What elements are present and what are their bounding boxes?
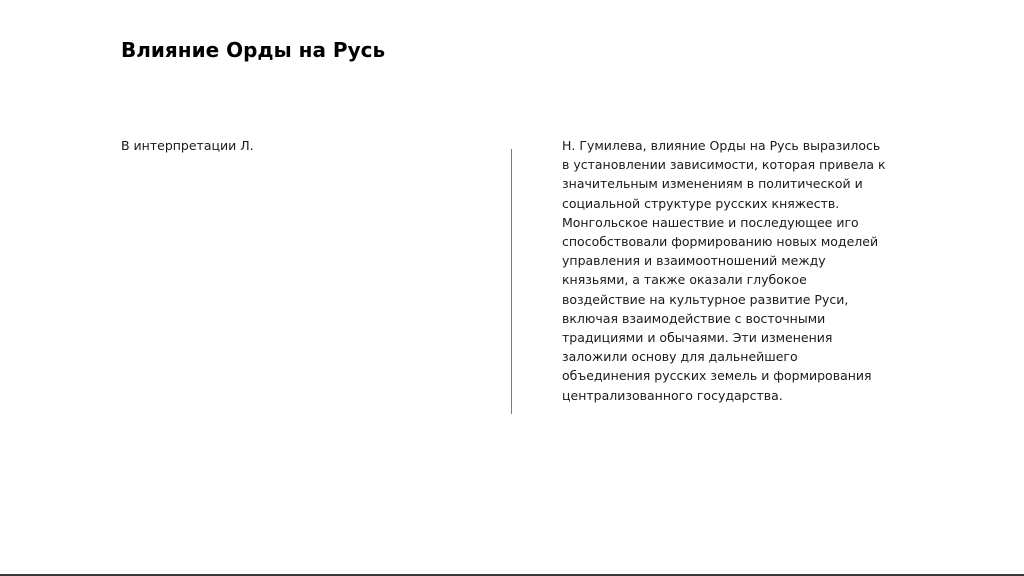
column-divider <box>511 149 512 414</box>
left-column-text: В интерпретации Л. <box>121 138 254 153</box>
right-column-text: Н. Гумилева, влияние Орды на Русь выразилось в установлении зависимости, которая привела к значительным изменениям в политической и социальной структуре русских княжеств. Монгольское нашествие и последующее иго способствовали формированию новых моделей управления и взаимоотношений между князьями, а также оказали глубокое воздействие на культурное развитие Руси, включая взаимодействие с восточными традициями и обычаями. Эти изменения заложили основу для дальнейшего объединения русских земель и формирования централизованного государства. <box>562 138 886 403</box>
slide-title: Влияние Орды на Русь <box>121 38 386 62</box>
